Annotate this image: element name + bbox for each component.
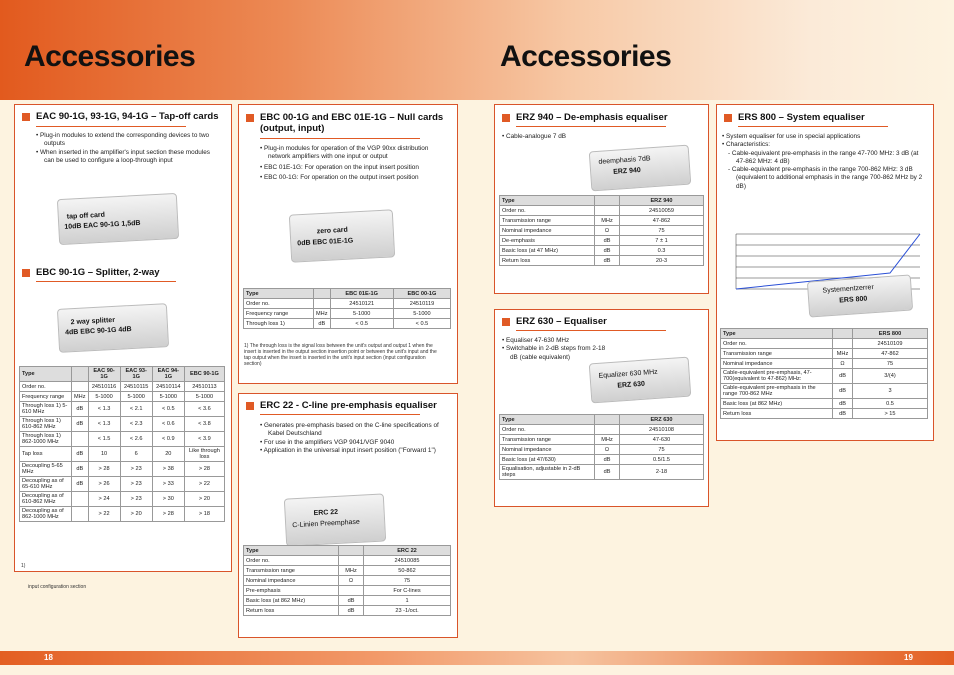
table-cell: 0.5 (853, 399, 928, 409)
ebc00-title: EBC 00-1G and EBC 01E-1G – Null cards (output, input) (260, 112, 444, 134)
table-cell: dB (72, 462, 89, 477)
table-cell: dB (833, 399, 853, 409)
table-cell (595, 425, 620, 435)
bullet-item: • Application in the universal input insert position ("Forward 1") (260, 446, 436, 454)
table-header-cell: EBC 90-1G (184, 367, 224, 382)
table-cell: MHz (595, 435, 620, 445)
table-cell: 47-630 (620, 435, 704, 445)
table-header-cell: ERZ 940 (620, 196, 704, 206)
table-cell: dB (595, 465, 620, 480)
bullet-item: • When inserted in the amplifier's input section these modules can be used to configure a loop-through input (36, 148, 210, 164)
table-cell: 5-1000 (120, 392, 152, 402)
table-cell: Return loss (721, 409, 833, 419)
table-cell: MHz (595, 216, 620, 226)
table-row (721, 359, 928, 369)
erz940-bullets (502, 133, 702, 141)
ers-bullets (722, 133, 928, 191)
table-row (20, 462, 225, 477)
ebc90-title: EBC 90-1G – Splitter, 2-way (36, 267, 160, 278)
section-marker (502, 114, 510, 122)
table-cell (339, 586, 364, 596)
table-header-row (721, 329, 928, 339)
table-cell: Order no. (500, 425, 595, 435)
ebc-spec-table (243, 288, 451, 329)
table-cell: 50-862 (364, 566, 451, 576)
erz940-spec-table (499, 195, 704, 266)
table-cell: dB (595, 455, 620, 465)
table-header-cell: EAC 90-1G (88, 367, 120, 382)
ebc90-product-image: 2 way splitter 4dB EBC 90-1G 4dB (57, 303, 169, 353)
table-cell: Decoupling as of 862-1000 MHz (20, 507, 72, 522)
table-cell: 5-1000 (330, 309, 393, 319)
table-cell: Basic loss (at 47 MHz) (500, 246, 595, 256)
table-row (500, 246, 704, 256)
page-title-right: Accessories (500, 40, 672, 73)
table-cell: 24510114 (152, 382, 184, 392)
table-cell: 24510108 (620, 425, 704, 435)
table-row (244, 606, 451, 616)
table-cell: 24510119 (393, 299, 450, 309)
table-row (721, 399, 928, 409)
table-cell: < 0.5 (393, 319, 450, 329)
bullet-item: • Equaliser 47-630 MHz (502, 337, 570, 344)
table-cell: 20 (152, 447, 184, 462)
table-cell: > 28 (88, 462, 120, 477)
table-header-cell: ERS 800 (853, 329, 928, 339)
table-header-cell: Type (721, 329, 833, 339)
table-row (500, 425, 704, 435)
title-underline (516, 126, 666, 127)
table-cell: dB (833, 369, 853, 384)
table-cell: < 3.6 (184, 402, 224, 417)
table-cell: 47-862 (853, 349, 928, 359)
table-row (244, 596, 451, 606)
erz630-bullets (502, 337, 612, 362)
table-row (244, 556, 451, 566)
erc-title: ERC 22 - C-line pre-emphasis equaliser (260, 400, 437, 411)
table-row (500, 256, 704, 266)
erz940-title: ERZ 940 – De-emphasis equaliser (516, 112, 668, 123)
table-row (500, 445, 704, 455)
title-underline (260, 414, 420, 415)
bullet-item: • Characteristics: (722, 141, 771, 149)
table-cell: 24510109 (853, 339, 928, 349)
table-cell: < 2.3 (120, 417, 152, 432)
table-cell: Decoupling as of 65-610 MHz (20, 477, 72, 492)
table-row (20, 417, 225, 432)
table-row (244, 309, 451, 319)
table-cell: < 2.1 (120, 402, 152, 417)
bullet-item: • For use in the amplifiers VGP 9041/VGF 9040 (260, 438, 395, 446)
table-row (20, 492, 225, 507)
table-cell (72, 432, 89, 447)
erc-product-image: ERC 22 C-Linien Preemphase (284, 493, 386, 546)
table-header-cell: EAC 93-1G (120, 367, 152, 382)
table-cell: MHz (314, 309, 331, 319)
table-cell: Ω (595, 226, 620, 236)
table-cell: dB (72, 447, 89, 462)
table-row (500, 455, 704, 465)
table-row (721, 349, 928, 359)
table-cell: < 0.9 (152, 432, 184, 447)
eac-product-image: tap off card 10dB EAC 90-1G 1,5dB (57, 193, 179, 245)
title-underline (36, 126, 186, 127)
table-cell: Nominal impedance (244, 576, 339, 586)
bullet-item: • Plug-in modules for operation of the VGP 90xx distribution network amplifiers with one input or output (260, 145, 429, 161)
table-cell: > 23 (120, 477, 152, 492)
table-cell: 24510085 (364, 556, 451, 566)
table-row (20, 477, 225, 492)
table-cell: 24510121 (330, 299, 393, 309)
table-cell: MHz (72, 392, 89, 402)
table-row (500, 236, 704, 246)
table-header-row (500, 415, 704, 425)
table-cell: 5-1000 (393, 309, 450, 319)
table-cell: Order no. (244, 299, 314, 309)
table-cell: Ω (339, 576, 364, 586)
table-cell: > 30 (152, 492, 184, 507)
table-cell: < 0.6 (152, 417, 184, 432)
table-cell: < 3.9 (184, 432, 224, 447)
bullet-item: • Switchable in 2-dB steps from 2-18 dB (cable equivalent) (502, 345, 606, 361)
bullet-item: • EBC 01E-1G: For operation on the input insert position (260, 163, 419, 171)
page-number-right: 19 (904, 653, 913, 662)
table-row (721, 369, 928, 384)
table-cell: dB (72, 477, 89, 492)
table-cell: Through loss 1) 5-610 MHz (20, 402, 72, 417)
table-cell: Order no. (721, 339, 833, 349)
table-row (500, 226, 704, 236)
table-cell (833, 339, 853, 349)
table-cell: 5-1000 (184, 392, 224, 402)
table-cell: > 15 (853, 409, 928, 419)
table-cell: < 1.3 (88, 417, 120, 432)
table-cell: dB (833, 384, 853, 399)
table-row (500, 206, 704, 216)
section-marker (22, 113, 30, 121)
table-cell: > 23 (120, 492, 152, 507)
table-cell: Nominal impedance (500, 226, 595, 236)
table-header-cell (595, 415, 620, 425)
bullet-item: • Plug-in modules to extend the corresponding devices to two outputs (36, 132, 210, 148)
footer-band (0, 651, 954, 665)
table-cell: Return loss (500, 256, 595, 266)
table-header-row (20, 367, 225, 382)
table-header-cell: Type (244, 546, 339, 556)
table-cell: Ω (833, 359, 853, 369)
table-cell: MHz (339, 566, 364, 576)
erz630-product-image: Equalizer 630 MHz ERZ 630 (589, 357, 692, 404)
table-cell: > 20 (184, 492, 224, 507)
table-header-row (500, 196, 704, 206)
title-underline (260, 138, 420, 139)
table-cell (314, 299, 331, 309)
table-cell: Cable-equivalent pre-emphasis in the range 700-862 MHz (721, 384, 833, 399)
table-cell: 75 (853, 359, 928, 369)
footnote-marker: 1) (21, 563, 26, 569)
table-cell: 24510113 (184, 382, 224, 392)
table-cell: Basic loss (at 862 MHz) (244, 596, 339, 606)
eac-spec-table (19, 366, 225, 522)
ebc00-product-image: zero card 0dB EBC 01E-1G (289, 209, 395, 262)
table-header-cell: EBC 01E-1G (330, 289, 393, 299)
ers-title: ERS 800 – System equaliser (738, 112, 865, 123)
table-cell: Decoupling as of 610-862 MHz (20, 492, 72, 507)
table-header-cell (314, 289, 331, 299)
table-cell: 47-862 (620, 216, 704, 226)
erc-bullets (260, 422, 452, 455)
table-cell: dB (314, 319, 331, 329)
table-cell: dB (72, 402, 89, 417)
table-row (20, 507, 225, 522)
table-cell: 6 (120, 447, 152, 462)
table-cell: Frequency range (20, 392, 72, 402)
table-cell: > 24 (88, 492, 120, 507)
table-header-row (244, 546, 451, 556)
table-row (500, 435, 704, 445)
section-marker (246, 402, 254, 410)
table-cell: < 1.5 (88, 432, 120, 447)
table-row (500, 216, 704, 226)
table-cell: Transmission range (721, 349, 833, 359)
table-row (20, 392, 225, 402)
table-cell: 5-1000 (88, 392, 120, 402)
table-cell: dB (595, 246, 620, 256)
table-cell: 3/(4) (853, 369, 928, 384)
table-cell: For C-lines (364, 586, 451, 596)
table-cell: 5-1000 (152, 392, 184, 402)
table-cell: Order no. (20, 382, 72, 392)
bullet-item: • Cable-analogue 7 dB (502, 133, 567, 140)
table-cell: Order no. (500, 206, 595, 216)
title-underline (36, 281, 176, 282)
table-cell: > 26 (88, 477, 120, 492)
table-cell: < 2.6 (120, 432, 152, 447)
table-cell: 75 (620, 445, 704, 455)
table-cell: > 28 (152, 507, 184, 522)
table-cell: 24510059 (620, 206, 704, 216)
title-underline (516, 330, 666, 331)
table-cell: 75 (620, 226, 704, 236)
table-cell: Nominal impedance (721, 359, 833, 369)
table-cell: > 22 (88, 507, 120, 522)
table-cell: dB (339, 606, 364, 616)
table-row (20, 432, 225, 447)
erc-spec-table (243, 545, 451, 616)
table-row (20, 382, 225, 392)
table-cell: Ω (595, 445, 620, 455)
table-row (721, 339, 928, 349)
table-cell: 0.3 (620, 246, 704, 256)
table-cell: Nominal impedance (500, 445, 595, 455)
footnote-text: input configuration section (28, 584, 87, 590)
table-cell: 24510115 (120, 382, 152, 392)
table-cell: Like through loss (184, 447, 224, 462)
table-row (244, 586, 451, 596)
table-row (721, 384, 928, 399)
section-marker (724, 114, 732, 122)
bullet-subitem: - Cable-equivalent pre-emphasis in the range 47-700 MHz: 3 dB (at 47-862 MHz: 4 dB) (728, 149, 919, 165)
table-cell: MHz (833, 349, 853, 359)
table-cell: > 28 (184, 462, 224, 477)
table-row (721, 409, 928, 419)
table-cell: 23 -1/oct. (364, 606, 451, 616)
bullet-item: • Generates pre-emphasis based on the C-line specifications of Kabel Deutschland (260, 422, 439, 438)
table-row (244, 319, 451, 329)
table-cell: Tap loss (20, 447, 72, 462)
table-header-cell: EBC 00-1G (393, 289, 450, 299)
table-cell: Return loss (244, 606, 339, 616)
section-marker (246, 114, 254, 122)
table-header-cell (72, 367, 89, 382)
eac-bullets (36, 132, 222, 165)
table-cell: De-emphasis (500, 236, 595, 246)
ers-spec-table (720, 328, 928, 419)
table-cell: Cable-equivalent pre-emphasis, 47-700(equivalent to 47-862) MHz: (721, 369, 833, 384)
bullet-item: • EBC 00-1G: For operation on the output insert position (260, 173, 419, 181)
table-cell: Through loss 1) 610-862 MHz (20, 417, 72, 432)
table-cell: Decoupling 5-65 MHz (20, 462, 72, 477)
table-cell: > 23 (120, 462, 152, 477)
page-number-left: 18 (44, 653, 53, 662)
table-row (244, 566, 451, 576)
table-cell: > 20 (120, 507, 152, 522)
ers-product-image: Systementzerrer ERS 800 (807, 274, 913, 317)
eac-title: EAC 90-1G, 93-1G, 94-1G – Tap-off cards (36, 111, 219, 122)
table-cell: dB (833, 409, 853, 419)
table-cell (72, 507, 89, 522)
table-cell: > 33 (152, 477, 184, 492)
table-cell: < 0.5 (330, 319, 393, 329)
bullet-subitem: - Cable-equivalent pre-emphasis in the range 700-862 MHz: 3 dB (equivalent to additional emphasis in the range 700-862 MHz by 2 dB) (728, 166, 923, 190)
table-cell: 10 (88, 447, 120, 462)
table-cell: 2-18 (620, 465, 704, 480)
table-row (500, 465, 704, 480)
bullet-item: • System equaliser for use in special applications (722, 133, 861, 140)
table-row (20, 402, 225, 417)
table-cell: Basic loss (at 862 MHz) (721, 399, 833, 409)
table-cell: Order no. (244, 556, 339, 566)
table-cell: 7 ± 1 (620, 236, 704, 246)
erz940-product-image: deemphasis 7dB ERZ 940 (589, 145, 692, 192)
table-cell: Equalisation, adjustable in 2-dB steps (500, 465, 595, 480)
table-cell: 0.5/1.5 (620, 455, 704, 465)
table-cell: dB (339, 596, 364, 606)
table-header-cell: EAC 94-1G (152, 367, 184, 382)
table-cell: Transmission range (500, 216, 595, 226)
table-cell: 24510116 (88, 382, 120, 392)
page-title-left: Accessories (24, 40, 196, 73)
table-cell: Through loss 1) 862-1000 MHz (20, 432, 72, 447)
table-cell (595, 206, 620, 216)
erz630-title: ERZ 630 – Equaliser (516, 316, 607, 327)
table-row (244, 299, 451, 309)
table-cell (72, 492, 89, 507)
table-cell: < 0.5 (152, 402, 184, 417)
table-header-cell (833, 329, 853, 339)
table-cell: 3 (853, 384, 928, 399)
table-cell: Basic loss (at 47/630) (500, 455, 595, 465)
table-cell (339, 556, 364, 566)
table-cell: Pre-emphasis (244, 586, 339, 596)
table-header-cell: Type (500, 415, 595, 425)
table-header-cell: Type (500, 196, 595, 206)
table-header-cell: Type (20, 367, 72, 382)
ebc00-bullets (260, 145, 452, 182)
ebc-footnote: 1) The through loss is the signal loss between the unit's output and output 1 when the insert is inserted in the output section insertion point or between the unit's input and the tap output when the insert is inserted in the unit's input section (input configuration section) (244, 343, 437, 367)
table-cell: < 3.8 (184, 417, 224, 432)
table-cell: Transmission range (244, 566, 339, 576)
table-cell: 1 (364, 596, 451, 606)
table-cell: Transmission range (500, 435, 595, 445)
table-cell: 20-3 (620, 256, 704, 266)
table-cell: < 1.3 (88, 402, 120, 417)
table-cell: Frequency range (244, 309, 314, 319)
table-cell: 75 (364, 576, 451, 586)
title-underline (738, 126, 888, 127)
table-cell: > 38 (152, 462, 184, 477)
table-cell: > 22 (184, 477, 224, 492)
table-cell (72, 382, 89, 392)
erz630-spec-table (499, 414, 704, 480)
table-cell: Through loss 1) (244, 319, 314, 329)
table-cell: > 18 (184, 507, 224, 522)
section-marker (22, 269, 30, 277)
table-cell: dB (595, 256, 620, 266)
table-header-cell: ERZ 630 (620, 415, 704, 425)
section-marker (502, 318, 510, 326)
table-header-cell: Type (244, 289, 314, 299)
table-row (20, 447, 225, 462)
table-cell: dB (72, 417, 89, 432)
table-cell: dB (595, 236, 620, 246)
table-header-row (244, 289, 451, 299)
table-header-cell (339, 546, 364, 556)
table-header-cell: ERC 22 (364, 546, 451, 556)
table-row (244, 576, 451, 586)
table-header-cell (595, 196, 620, 206)
